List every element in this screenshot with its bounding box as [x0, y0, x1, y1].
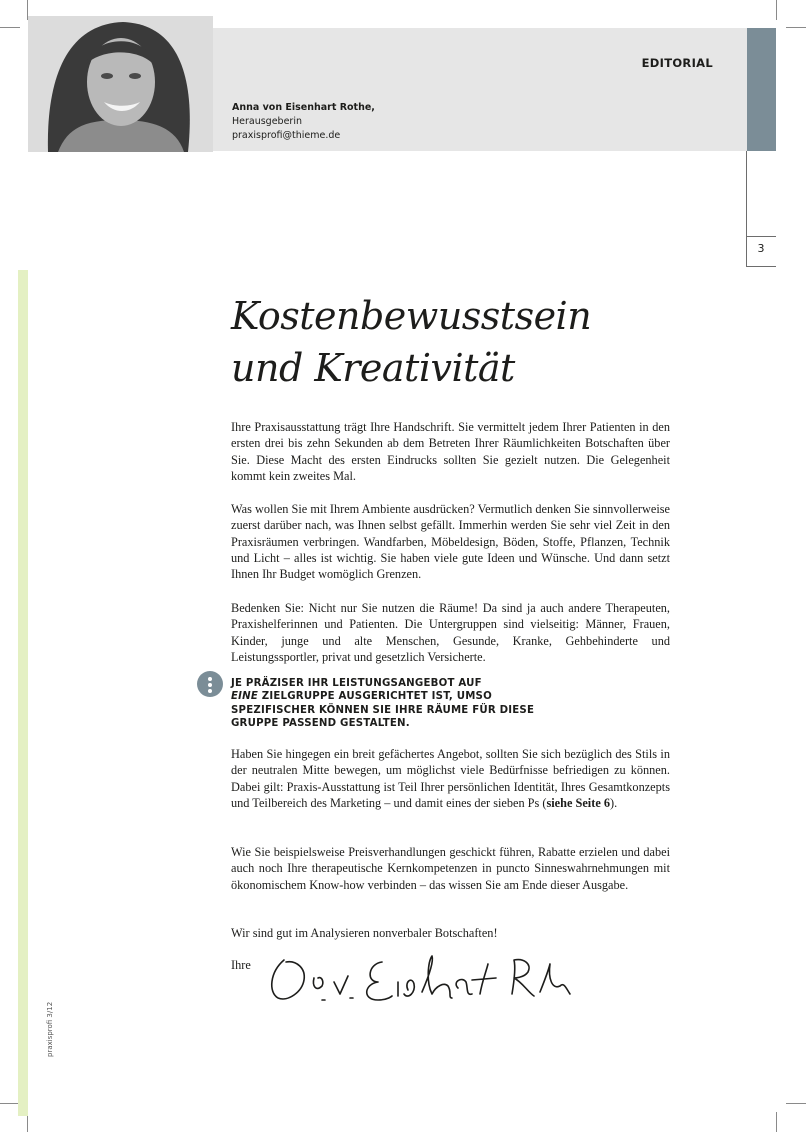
- paragraph-4-end: ).: [610, 795, 618, 810]
- paragraph-4-text: Haben Sie hingegen ein breit gefächertes Angebot, sollten Sie sich bezüglich des Stils in der neutralen Mitte bewegen, um möglichst viele Bedürfnisse befriedigen zu können. Dabei gilt: Praxis-Ausstattung ist Teil Ihrer persönlichen Identität, Ihres Gesamtkonzepts und Teilbereich des Marketing – und damit eines der sieben Ps (: [231, 747, 670, 810]
- title-line-2: und Kreativität: [231, 346, 515, 390]
- quote-icon: [197, 671, 223, 697]
- pull-quote-text: ZIELGRUPPE AUSGERICHTET IST, UMSO SPEZIFISCHER KÖNNEN SIE IHRE RÄUME FÜR DIESE GRUPPE PASSEND GESTALTEN.: [231, 691, 535, 730]
- handwritten-signature: [262, 942, 602, 1014]
- crop-mark: [786, 27, 806, 28]
- author-photo: [28, 16, 213, 152]
- section-label: EDITORIAL: [641, 56, 713, 70]
- crop-mark: [0, 1103, 20, 1104]
- crop-mark: [776, 1112, 777, 1132]
- paragraph-3: Bedenken Sie: Nicht nur Sie nutzen die Räume! Da sind ja auch andere Therapeuten, Praxishelferinnen und Patienten. Die Untergruppen sind vielseitig: Männer, Frauen, Kinder, junge und alte Menschen, Gesunde, Kranke, Gehbehinderte und Leistungssportler, privat und gesetzlich Versicherte.: [231, 601, 670, 664]
- paragraph-1: Ihre Praxisausstattung trägt Ihre Handschrift. Sie vermittelt jedem Ihrer Patienten in den ersten drei bis zehn Sekunden ab dem Betreten Ihrer Räumlichkeiten Botschaften über Sie. Diese Macht des ersten Eindrucks sollten Sie gezielt nutzen. Die Gelegenheit kommt kein zweites Mal.: [231, 420, 670, 483]
- paragraph-2: Was wollen Sie mit Ihrem Ambiente ausdrücken? Vermutlich denken Sie sinnvollerweise zuerst darüber nach, was Ihnen selbst gefällt. Immerhin werden Sie sehr viel Zeit in den Praxisräumen verbringen. Wandfarben, Möbeldesign, Böden, Stoffe, Pflanzen, Technik und Licht – alles ist wichtig. Sie haben viele gute Ideen und Wünsche. Und dann setzt Ihnen Ihr Budget womöglich Grenzen.: [231, 502, 670, 582]
- paragraph-4: [231, 746, 670, 811]
- closing-word: Ihre: [231, 958, 251, 972]
- crop-mark: [0, 27, 20, 28]
- author-name: Anna von Eisenhart Rothe,: [232, 102, 375, 113]
- journal-issue-label: praxisprofi 3/12: [46, 1001, 54, 1057]
- header-accent-bar: [747, 28, 776, 151]
- author-role: Herausgeberin: [232, 116, 303, 127]
- page-tab-line: [746, 236, 776, 237]
- author-email[interactable]: praxisprofi@thieme.de: [232, 130, 341, 141]
- pull-quote: [231, 677, 561, 731]
- author-block: [232, 101, 375, 143]
- article-title: [231, 290, 591, 394]
- paragraph-5: Wie Sie beispielsweise Preisverhandlungen geschickt führen, Rabatte erzielen und dabei auch noch Ihre therapeutische Kernkompetenzen in puncto Sinneswahrnehmungen mit ökonomischem Know-how verbinden – das wissen Sie am Ende dieser Ausgabe.: [231, 845, 670, 892]
- paragraph-6: Wir sind gut im Analysieren nonverbaler Botschaften!: [231, 926, 498, 940]
- pull-quote-text: JE PRÄZISER IHR LEISTUNGSANGEBOT AUF: [231, 678, 482, 689]
- crop-mark: [786, 1103, 806, 1104]
- page-reference-link[interactable]: siehe Seite 6: [546, 795, 611, 810]
- page-number: 3: [757, 242, 765, 255]
- margin-accent-bar: [18, 270, 28, 1116]
- crop-mark: [776, 0, 777, 20]
- title-line-1: Kostenbewusstsein: [231, 294, 592, 338]
- pull-quote-emphasis: EINE: [231, 691, 259, 703]
- page-tab-line: [746, 266, 776, 267]
